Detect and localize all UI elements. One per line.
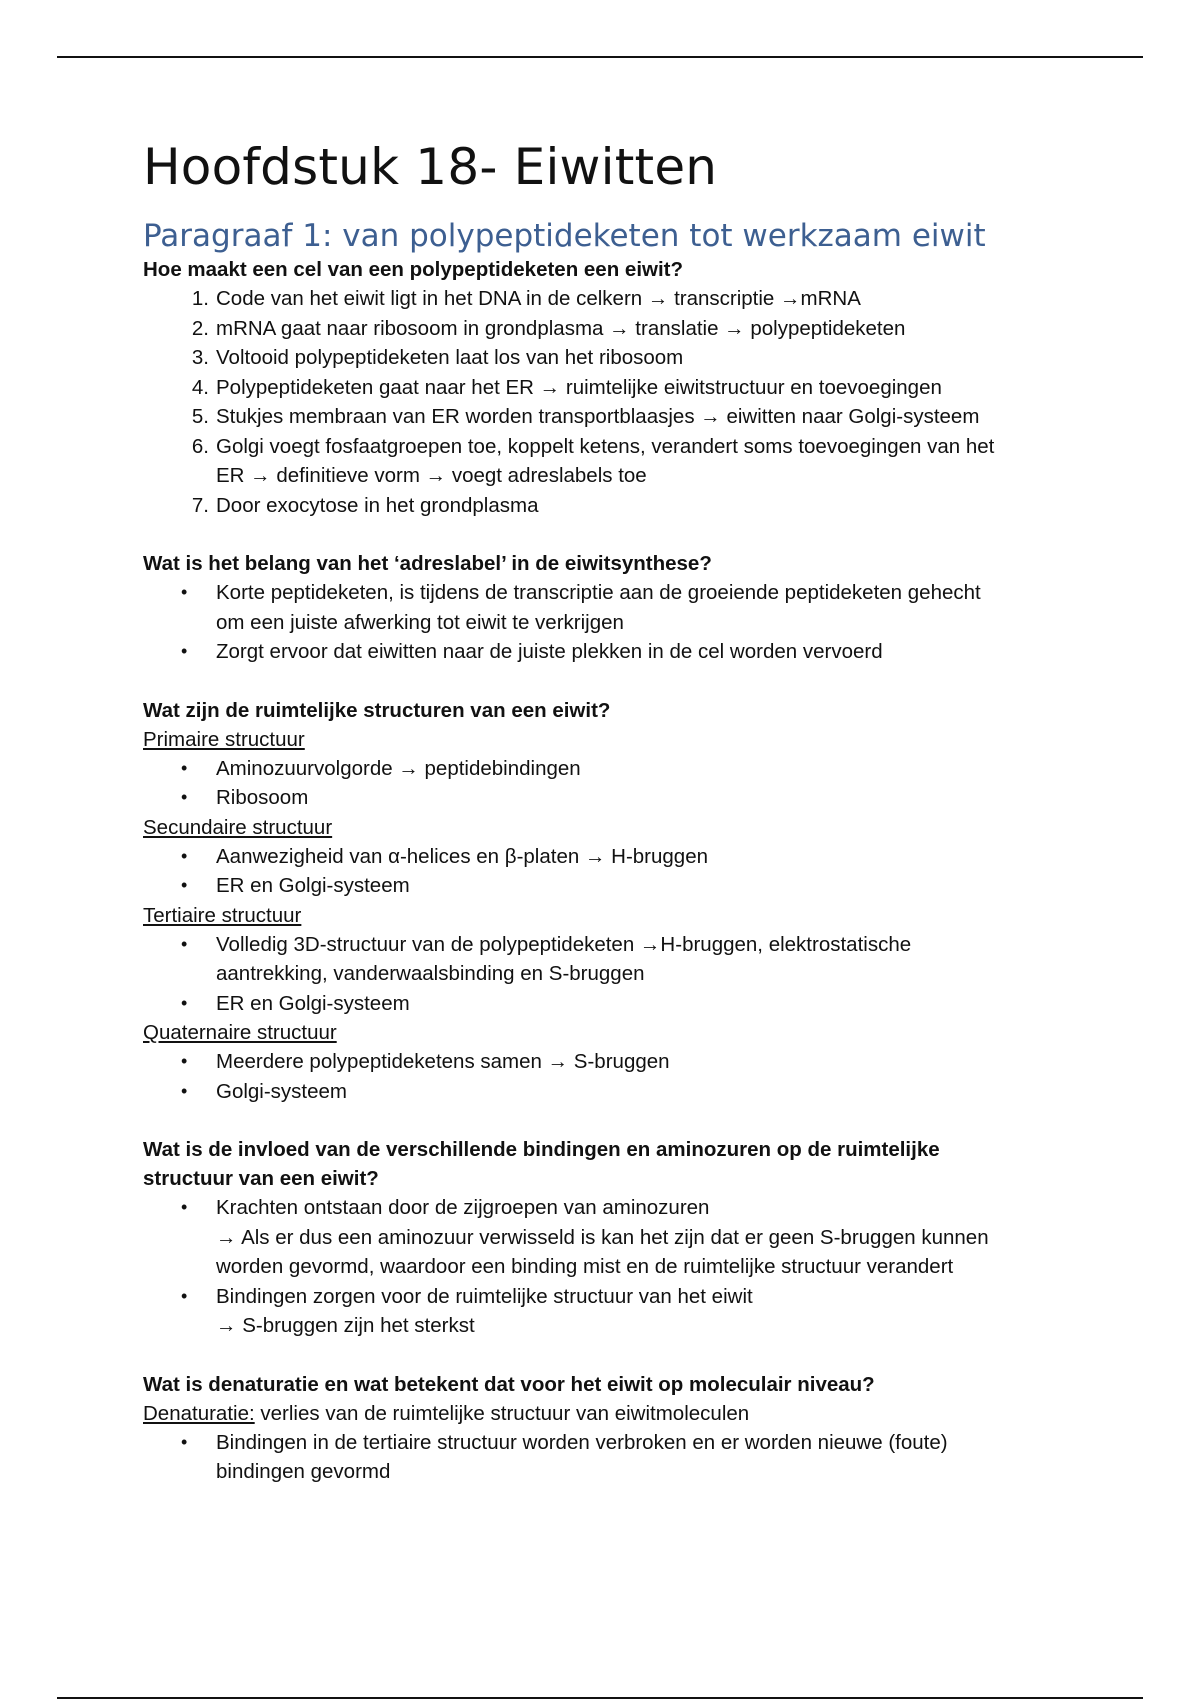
list-item: • ER en Golgi-systeem — [181, 874, 410, 897]
bullet-list — [143, 754, 1063, 813]
subheading-primary: Primaire structuur — [143, 727, 305, 751]
bullet-list — [143, 578, 1063, 667]
subheading-quaternary: Quaternaire structuur — [143, 1021, 337, 1044]
list-item: • Zorgt ervoor dat eiwitten naar de juiste plekken in de cel worden vervoerd — [181, 640, 883, 663]
list-item: 1. Code van het eiwit ligt in het DNA in de celkern → transcriptie →mRNA — [191, 287, 861, 310]
subheading-secondary: Secundaire structuur — [143, 815, 333, 839]
definition: Denaturatie: verlies van de ruimtelijke structuur van eiwitmoleculen — [143, 1401, 750, 1425]
list-item: • Korte peptideketen, is tijdens de transcriptie aan de groeiende peptideketen gehecht om een juiste afwerking tot eiwit te verkrijgen — [181, 581, 981, 634]
list-item: • Volledig 3D-structuur van de polypeptideketen →H-bruggen, elektrostatische aantrekking, vanderwaalsbinding en S-bruggen — [181, 932, 912, 985]
bullet-list — [143, 842, 1063, 901]
bullet-list — [143, 1047, 1063, 1106]
list-item: • Aanwezigheid van α-helices en β-platen → H-bruggen — [181, 844, 708, 868]
subheading-tertiary: Tertiaire structuur — [143, 903, 302, 927]
top-rule — [57, 56, 1143, 58]
list-item: 3. Voltooid polypeptideketen laat los van het ribosoom — [191, 346, 684, 369]
list-item: • Krachten ontstaan door de zijgroepen van aminozuren → Als er dus een aminozuur verwisseld is kan het zijn dat er geen S-bruggen kunnen worden gevormd, waardoor een binding mist en de ruimtelijke structuur verandert — [181, 1196, 989, 1278]
bullet-list — [143, 1428, 1063, 1487]
list-item: 5. Stukjes membraan van ER worden transportblaasjes → eiwitten naar Golgi-systeem — [191, 405, 980, 428]
list-item: 6. Golgi voegt fosfaatgroepen toe, koppelt ketens, verandert soms toevoegingen van het ER → definitieve vorm → voegt adreslabels toe — [191, 434, 995, 487]
list-item: 2. mRNA gaat naar ribosoom in grondplasma → translatie → polypeptideketen — [191, 316, 906, 340]
section-heading: Paragraaf 1: van polypeptideketen tot werkzaam eiwit — [143, 218, 986, 254]
list-item: • ER en Golgi-systeem — [181, 991, 410, 1015]
bullet-list — [143, 1193, 1063, 1341]
list-item: 4. Polypeptideketen gaat naar het ER → ruimtelijke eiwitstructuur en toevoegingen — [191, 375, 942, 399]
list-item: • Aminozuurvolgorde → peptidebindingen — [181, 756, 581, 780]
list-item: • Ribosoom — [181, 786, 309, 809]
numbered-list-steps — [143, 284, 1063, 520]
bullet-list — [143, 930, 1063, 1019]
bottom-rule — [57, 1697, 1143, 1699]
question-5: Wat is denaturatie en wat betekent dat voor het eiwit op moleculair niveau? — [143, 1372, 875, 1396]
question-1: Hoe maakt een cel van een polypeptideketen een eiwit? — [143, 258, 684, 281]
question-2: Wat is het belang van het ‘adreslabel’ in de eiwitsynthese? — [143, 552, 712, 575]
question-4: Wat is de invloed van de verschillende bindingen en aminozuren op de ruimtelijke structuur van een eiwit? — [143, 1138, 940, 1190]
document-page — [143, 135, 1063, 1487]
definition-term: Denaturatie: — [143, 1401, 255, 1425]
page-title: Hoofdstuk 18- Eiwitten — [143, 138, 718, 196]
list-item: • Bindingen zorgen voor de ruimtelijke structuur van het eiwit → S-bruggen zijn het sterkst — [181, 1284, 753, 1337]
list-item: 7. Door exocytose in het grondplasma — [191, 493, 539, 517]
list-item: • Meerdere polypeptideketens samen → S-bruggen — [181, 1050, 670, 1073]
question-3: Wat zijn de ruimtelijke structuren van een eiwit? — [143, 698, 611, 722]
list-item: • Bindingen in de tertiaire structuur worden verbroken en er worden nieuwe (foute) bindingen gevormd — [181, 1430, 948, 1483]
list-item: • Golgi-systeem — [181, 1079, 348, 1103]
